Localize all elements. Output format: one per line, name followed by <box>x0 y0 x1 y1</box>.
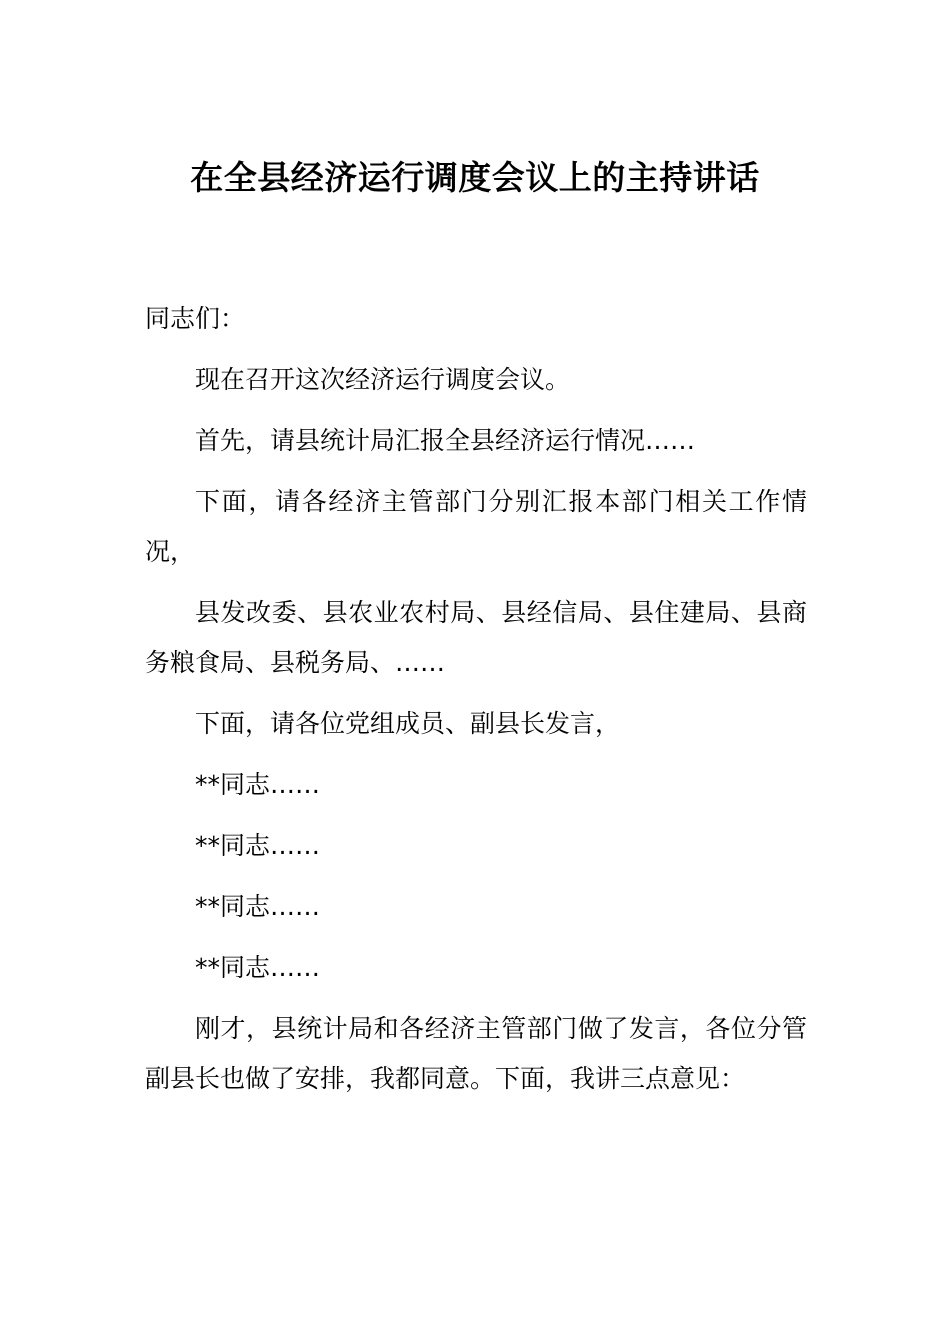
paragraph-8: **同志…… <box>195 892 321 921</box>
greeting: 同志们： <box>145 304 246 333</box>
paragraph-4: 县发改委、县农业农村局、县经信局、县住建局、县商务粮食局、县税务局、…… <box>145 598 807 677</box>
paragraph-6: **同志…… <box>195 770 321 799</box>
paragraph-1: 现在召开这次经济运行调度会议。 <box>195 365 571 394</box>
paragraph-2: 首先，请县统计局汇报全县经济运行情况…… <box>195 426 696 455</box>
paragraph-5: 下面，请各位党组成员、副县长发言， <box>195 709 621 738</box>
document-body <box>145 294 807 1115</box>
document-title: 在全县经济运行调度会议上的主持讲话 <box>190 158 760 197</box>
paragraph-10: 刚才，县统计局和各经济主管部门做了发言，各位分管副县长也做了安排，我都同意。下面，我讲三点意见： <box>145 1014 807 1093</box>
paragraph-3: 下面，请各经济主管部门分别汇报本部门相关工作情况， <box>145 487 807 566</box>
paragraph-7: **同志…… <box>195 831 321 860</box>
paragraph-9: **同志…… <box>195 953 321 982</box>
